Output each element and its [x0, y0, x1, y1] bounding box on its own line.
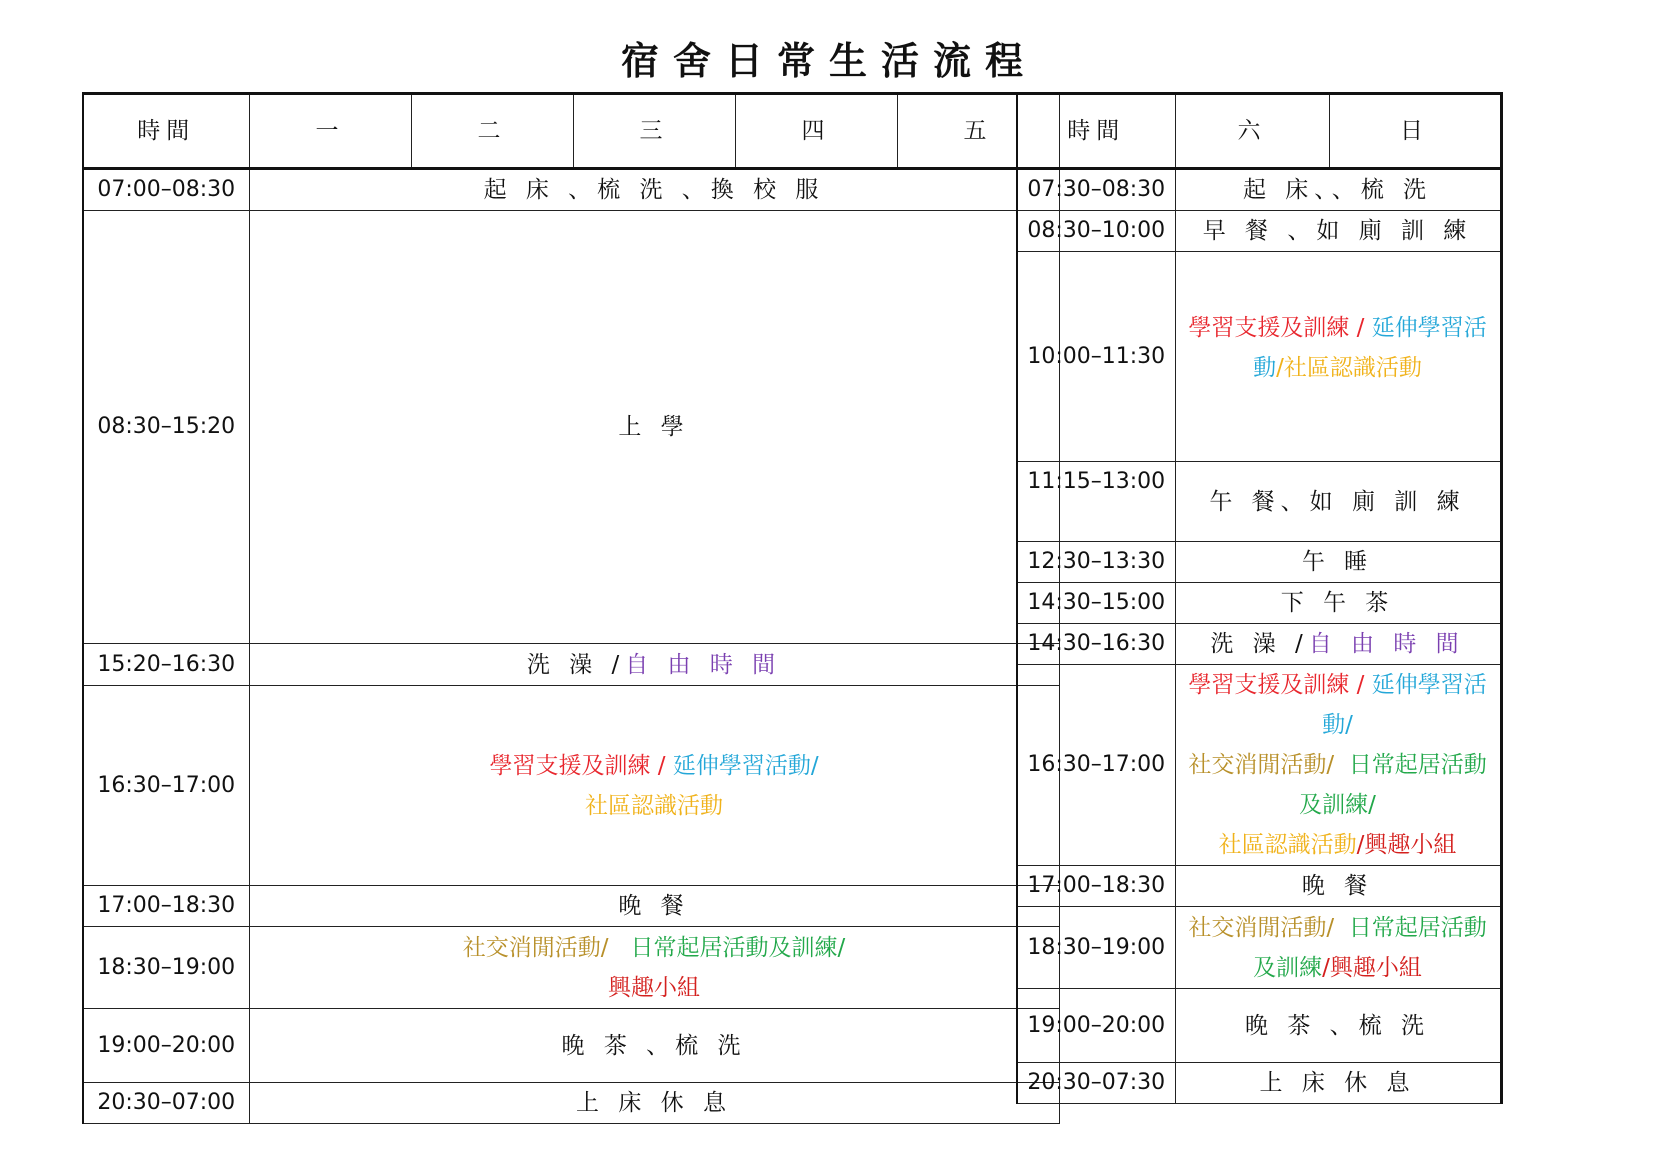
social-activity-text: 社交消閒活動/: [1188, 914, 1335, 941]
time-cell: 16:30–17:00: [83, 686, 249, 886]
table-row: [83, 927, 1059, 1009]
separator: /: [650, 752, 673, 779]
header-wed: 三: [573, 94, 735, 169]
bath-text: 洗 澡 /: [1210, 631, 1309, 657]
social-activity-text: 社交消閒活動/: [462, 934, 609, 961]
separator: /: [1349, 672, 1372, 698]
table-row: [83, 686, 1059, 886]
table-row: [83, 886, 1059, 927]
activity-cell: 晚 茶 、梳 洗: [249, 1009, 1059, 1083]
activity-cell: [249, 927, 1059, 1009]
free-time-text: 自 由 時 間: [1308, 631, 1465, 657]
separator: /: [1349, 315, 1372, 341]
activity-cell: [1175, 665, 1501, 866]
table-row: [1017, 866, 1501, 907]
table-row: [1017, 624, 1501, 665]
time-cell: 17:00–18:30: [1017, 866, 1175, 907]
community-text: 社區認識活動: [1218, 832, 1357, 858]
time-cell: 07:30–08:30: [1017, 169, 1175, 211]
table-row: [83, 1083, 1059, 1124]
table-row: [1017, 462, 1501, 542]
community-text: 社區認識活動: [1283, 355, 1422, 381]
activity-cell: 上 床 休 息: [249, 1083, 1059, 1124]
activity-cell: [249, 686, 1059, 886]
header-fri: 五: [897, 94, 1059, 169]
table-row: [1017, 907, 1501, 989]
header-tue: 二: [411, 94, 573, 169]
header-thu: 四: [735, 94, 897, 169]
time-cell: 14:30–15:00: [1017, 583, 1175, 624]
table-row: [1017, 211, 1501, 252]
time-cell: 20:30–07:30: [1017, 1063, 1175, 1104]
page-title: 宿舍日常生活流程: [620, 39, 1037, 83]
table-row: [1017, 583, 1501, 624]
table-row: [1017, 169, 1501, 211]
activity-cell: 晚 餐: [1175, 866, 1501, 907]
time-cell: 19:00–20:00: [83, 1009, 249, 1083]
time-cell: 11:15–13:00: [1017, 462, 1175, 542]
table-row: [1017, 665, 1501, 866]
daily-living-text: 日常起居活動及訓練: [1253, 914, 1487, 981]
daily-living-text: 日常起居活動及訓練/: [1299, 752, 1487, 818]
activity-cell: 起 床 、梳 洗 、換 校 服: [249, 169, 1059, 211]
time-cell: 12:30–13:30: [1017, 542, 1175, 583]
activity-cell: 午 餐、如 廁 訓 練: [1175, 462, 1501, 542]
weekday-header-row: [83, 94, 1059, 169]
table-row: [83, 644, 1059, 686]
learning-support-text: 學習支援及訓練: [1188, 315, 1350, 341]
extension-learning-text: 延伸學習活動: [1253, 315, 1487, 381]
activity-cell: 早 餐 、如 廁 訓 練: [1175, 211, 1501, 252]
daily-living-text: 日常起居活動及訓練/: [630, 934, 846, 961]
activity-cell: 午 睡: [1175, 542, 1501, 583]
activity-cell: [1175, 252, 1501, 462]
community-text: 社區認識活動: [585, 792, 723, 819]
time-cell: 16:30–17:00: [1017, 665, 1175, 866]
table-row: [1017, 252, 1501, 462]
time-cell: 19:00–20:00: [1017, 989, 1175, 1063]
table-row: [1017, 542, 1501, 583]
time-cell: 17:00–18:30: [83, 886, 249, 927]
activity-cell: 下 午 茶: [1175, 583, 1501, 624]
header-time: 時間: [1017, 94, 1175, 169]
learning-support-text: 學習支援及訓練: [489, 752, 651, 779]
social-activity-text: 社交消閒活動/: [1188, 752, 1335, 778]
free-time-text: 自 由 時 間: [625, 651, 782, 678]
table-row: [83, 169, 1059, 211]
bath-text: 洗 澡 /: [526, 651, 626, 678]
header-sat: 六: [1175, 94, 1329, 169]
time-cell: 15:20–16:30: [83, 644, 249, 686]
separator: /: [1276, 355, 1284, 381]
activity-cell: 晚 餐: [249, 886, 1059, 927]
header-sun: 日: [1329, 94, 1501, 169]
time-cell: 14:30–16:30: [1017, 624, 1175, 665]
weekend-schedule-table: [1016, 92, 1503, 1104]
time-cell: 18:30–19:00: [83, 927, 249, 1009]
time-cell: 08:30–10:00: [1017, 211, 1175, 252]
table-row: [1017, 989, 1501, 1063]
activity-cell: 起 床、、梳 洗: [1175, 169, 1501, 211]
activity-cell: [1175, 624, 1501, 665]
learning-support-text: 學習支援及訓練: [1188, 672, 1350, 698]
activity-cell: 上 床 休 息: [1175, 1063, 1501, 1104]
header-time: 時間: [83, 94, 249, 169]
interest-group-text: 興趣小組: [608, 974, 700, 1001]
weekday-schedule-table: [82, 92, 1060, 1124]
activity-cell: 晚 茶 、梳 洗: [1175, 989, 1501, 1063]
interest-group-text: /興趣小組: [1322, 954, 1422, 981]
time-cell: 10:00–11:30: [1017, 252, 1175, 462]
table-row: [1017, 1063, 1501, 1104]
time-cell: 20:30–07:00: [83, 1083, 249, 1124]
time-cell: 07:00–08:30: [83, 169, 249, 211]
weekend-header-row: [1017, 94, 1501, 169]
interest-group-text: /興趣小組: [1356, 832, 1457, 858]
table-row: [83, 1009, 1059, 1083]
time-cell: 08:30–15:20: [83, 211, 249, 644]
activity-cell: [1175, 907, 1501, 989]
activity-cell: 上 學: [249, 211, 1059, 644]
table-row: [83, 211, 1059, 644]
extension-learning-text: 延伸學習活動/: [1322, 672, 1487, 738]
activity-cell: [249, 644, 1059, 686]
header-mon: 一: [249, 94, 411, 169]
time-cell: 18:30–19:00: [1017, 907, 1175, 989]
extension-learning-text: 延伸學習活動/: [672, 752, 819, 779]
